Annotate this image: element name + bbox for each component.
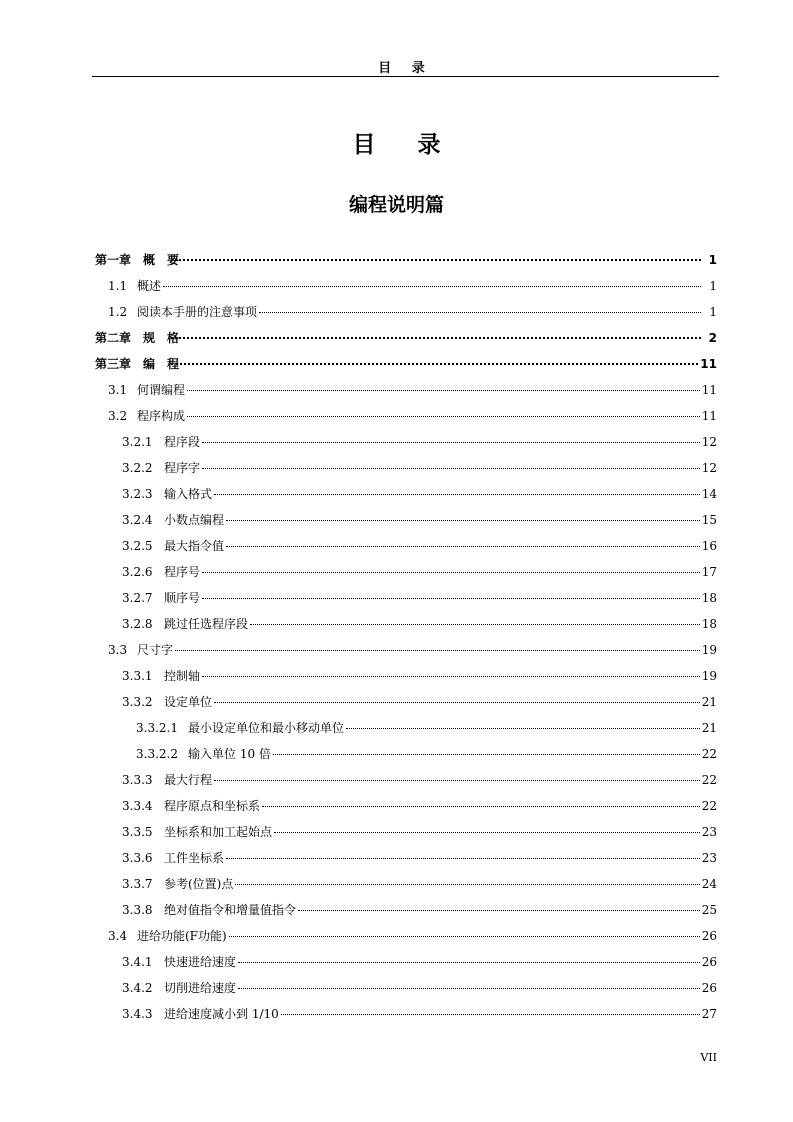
toc-leader-dots	[235, 884, 699, 885]
toc-entry-title: 跳过任选程序段	[164, 617, 249, 631]
toc-entry-title: 程序原点和坐标系	[164, 799, 261, 813]
toc-leader-dots	[229, 936, 700, 937]
toc-leader-dots	[171, 337, 701, 339]
toc-entry[interactable]	[95, 975, 717, 1001]
toc-entry-title: 阅读本手册的注意事项	[137, 305, 258, 319]
toc-entry-page: 19	[701, 669, 717, 683]
toc-entry[interactable]	[95, 949, 717, 975]
toc-entry-number: 3.2.5	[122, 539, 153, 553]
toc-entry-title: 工件坐标系	[164, 851, 225, 865]
toc-leader-dots	[214, 702, 700, 703]
toc-entry-number: 3.4.3	[122, 1007, 153, 1021]
section-subtitle: 编程说明篇	[348, 194, 444, 216]
toc-entry-number: 3.3.2	[122, 695, 153, 709]
toc-leader-dots	[202, 442, 700, 443]
toc-entry-page: 12	[701, 435, 717, 449]
toc-entry-title: 设定单位	[164, 695, 213, 709]
toc-entry[interactable]	[95, 1001, 717, 1027]
toc-entry-number: 3.3.2.1	[136, 721, 178, 735]
toc-entry-page: 15	[701, 513, 717, 527]
toc-entry-title: 最大指令值	[164, 539, 225, 553]
toc-entry[interactable]	[95, 429, 717, 455]
toc-entry[interactable]	[95, 871, 717, 897]
toc-entry-number: 1.1	[108, 279, 128, 293]
toc-entry-page: 23	[701, 851, 717, 865]
toc-entry-title: 最大行程	[164, 773, 213, 787]
toc-entry-page: 26	[701, 929, 717, 943]
toc-leader-dots	[238, 988, 700, 989]
toc-entry-number: 第一章 概 要	[95, 253, 180, 267]
toc-leader-dots	[202, 468, 700, 469]
toc-entry[interactable]	[95, 741, 717, 767]
toc-entry-number: 3.3.4	[122, 799, 153, 813]
toc-entry[interactable]	[95, 403, 717, 429]
toc-entry-title: 快速进给速度	[164, 955, 237, 969]
toc-entry-page: 24	[701, 877, 717, 891]
toc-leader-dots	[281, 1014, 700, 1015]
toc-entry-number: 第二章 规 格	[95, 331, 180, 345]
toc-entry-title: 最小设定单位和最小移动单位	[188, 721, 345, 735]
toc-entry-page: 26	[701, 955, 717, 969]
toc-entry-number: 第三章 编 程	[95, 357, 180, 371]
toc-leader-dots	[259, 312, 701, 313]
toc-entry[interactable]	[95, 351, 717, 377]
toc-entry[interactable]	[95, 455, 717, 481]
toc-leader-dots	[202, 572, 700, 573]
toc-entry[interactable]	[95, 247, 717, 273]
toc-entry-page: 22	[701, 799, 717, 813]
toc-entry-title: 绝对值指令和增量值指令	[164, 903, 297, 917]
toc-leader-dots	[273, 754, 700, 755]
toc-entry-page: 1	[708, 253, 717, 267]
toc-leader-dots	[298, 910, 700, 911]
running-header: 目 录	[378, 61, 433, 76]
toc-entry-page: 22	[701, 747, 717, 761]
toc-leader-dots	[274, 832, 700, 833]
toc-entry-number: 3.4	[108, 929, 128, 943]
toc-leader-dots	[214, 494, 700, 495]
toc-entry-page: 2	[708, 331, 717, 345]
toc-entry-page: 16	[701, 539, 717, 553]
toc-entry[interactable]	[95, 637, 717, 663]
toc-entry-number: 3.2.2	[122, 461, 153, 475]
toc-entry-page: 18	[701, 591, 717, 605]
toc-entry[interactable]	[95, 611, 717, 637]
toc-entry-title: 程序字	[164, 461, 201, 475]
toc-entry-page: 21	[701, 695, 717, 709]
toc-leader-dots	[262, 806, 700, 807]
toc-entry-number: 3.2.4	[122, 513, 153, 527]
toc-entry[interactable]	[95, 663, 717, 689]
toc-entry[interactable]	[95, 689, 717, 715]
toc-entry-number: 3.4.1	[122, 955, 153, 969]
toc-entry-page: 17	[701, 565, 717, 579]
toc-entry-number: 3.2.8	[122, 617, 153, 631]
toc-entry-number: 3.2.7	[122, 591, 153, 605]
toc-entry-title: 坐标系和加工起始点	[164, 825, 273, 839]
toc-entry-title: 输入格式	[164, 487, 213, 501]
toc-entry-title: 程序构成	[137, 409, 186, 423]
toc-entry-title: 切削进给速度	[164, 981, 237, 995]
toc-entry[interactable]	[95, 767, 717, 793]
toc-leader-dots	[187, 416, 700, 417]
toc-leader-dots	[346, 728, 700, 729]
toc-entry-number: 1.2	[108, 305, 128, 319]
toc-entry-title: 输入单位 10 倍	[188, 747, 271, 761]
toc-leader-dots	[202, 598, 700, 599]
toc-leader-dots	[187, 390, 700, 391]
toc-entry-title: 小数点编程	[164, 513, 225, 527]
page-number: VII	[700, 1051, 717, 1064]
toc-entry[interactable]	[95, 377, 717, 403]
toc-entry-page: 11	[700, 357, 717, 371]
toc-entry-page: 21	[701, 721, 717, 735]
toc-entry-page: 1	[709, 279, 717, 293]
toc-entry-number: 3.3	[108, 643, 128, 657]
toc-entry-number: 3.3.2.2	[136, 747, 178, 761]
toc-entry[interactable]	[95, 793, 717, 819]
toc-entry-number: 3.1	[108, 383, 128, 397]
toc-entry-title: 尺寸字	[137, 643, 174, 657]
toc-leader-dots	[175, 650, 700, 651]
toc-entry[interactable]	[95, 845, 717, 871]
toc-entry-number: 3.3.8	[122, 903, 153, 917]
toc-entry[interactable]	[95, 325, 717, 351]
toc-entry-page: 11	[701, 383, 717, 397]
toc-leader-dots	[226, 858, 700, 859]
toc-leader-dots	[238, 962, 700, 963]
toc-entry[interactable]	[95, 507, 717, 533]
toc-entry[interactable]	[95, 585, 717, 611]
toc-entry-title: 何谓编程	[137, 383, 186, 397]
toc-entry-page: 27	[701, 1007, 717, 1021]
toc-entry[interactable]	[95, 819, 717, 845]
toc-leader-dots	[171, 363, 698, 365]
toc-entry[interactable]	[95, 533, 717, 559]
toc-entry-page: 25	[701, 903, 717, 917]
toc-entry-number: 3.3.3	[122, 773, 153, 787]
toc-leader-dots	[226, 546, 700, 547]
toc-leader-dots	[214, 780, 700, 781]
toc-entry-page: 14	[701, 487, 717, 501]
toc-leader-dots	[163, 286, 701, 287]
toc-leader-dots	[171, 259, 701, 261]
toc-leader-dots	[226, 520, 700, 521]
toc-entry-number: 3.3.5	[122, 825, 153, 839]
toc-entry-title: 概述	[137, 279, 162, 293]
toc-entry-title: 程序段	[164, 435, 201, 449]
toc-entry-number: 3.2.6	[122, 565, 153, 579]
toc-entry-number: 3.3.1	[122, 669, 153, 683]
toc-entry-page: 18	[701, 617, 717, 631]
toc-entry[interactable]	[95, 273, 717, 299]
toc-entry[interactable]	[95, 481, 717, 507]
toc-entry-number: 3.2.1	[122, 435, 153, 449]
page-title: 目录	[352, 132, 483, 158]
toc-entry-page: 12	[701, 461, 717, 475]
toc-entry-page: 26	[701, 981, 717, 995]
toc-leader-dots	[250, 624, 700, 625]
toc-entry-page: 22	[701, 773, 717, 787]
toc-entry[interactable]	[95, 897, 717, 923]
toc-entry[interactable]	[95, 715, 717, 741]
toc-entry-page: 23	[701, 825, 717, 839]
toc-entry-title: 进给速度减小到 1/10	[164, 1007, 279, 1021]
toc-entry-title: 顺序号	[164, 591, 201, 605]
toc-entry[interactable]	[95, 923, 717, 949]
toc-entry-page: 11	[701, 409, 717, 423]
toc-entry[interactable]	[95, 559, 717, 585]
table-of-contents	[95, 247, 717, 1027]
toc-entry-number: 3.2	[108, 409, 128, 423]
header-rule	[92, 76, 719, 77]
toc-entry-page: 1	[709, 305, 717, 319]
toc-entry-title: 进给功能(F功能)	[137, 929, 227, 943]
toc-entry-number: 3.4.2	[122, 981, 153, 995]
toc-entry-title: 参考(位置)点	[164, 877, 234, 891]
toc-leader-dots	[202, 676, 700, 677]
toc-entry-title: 控制轴	[164, 669, 201, 683]
toc-entry-page: 19	[701, 643, 717, 657]
toc-entry-number: 3.2.3	[122, 487, 153, 501]
toc-entry-number: 3.3.7	[122, 877, 153, 891]
toc-entry-title: 程序号	[164, 565, 201, 579]
toc-entry-number: 3.3.6	[122, 851, 153, 865]
toc-entry[interactable]	[95, 299, 717, 325]
